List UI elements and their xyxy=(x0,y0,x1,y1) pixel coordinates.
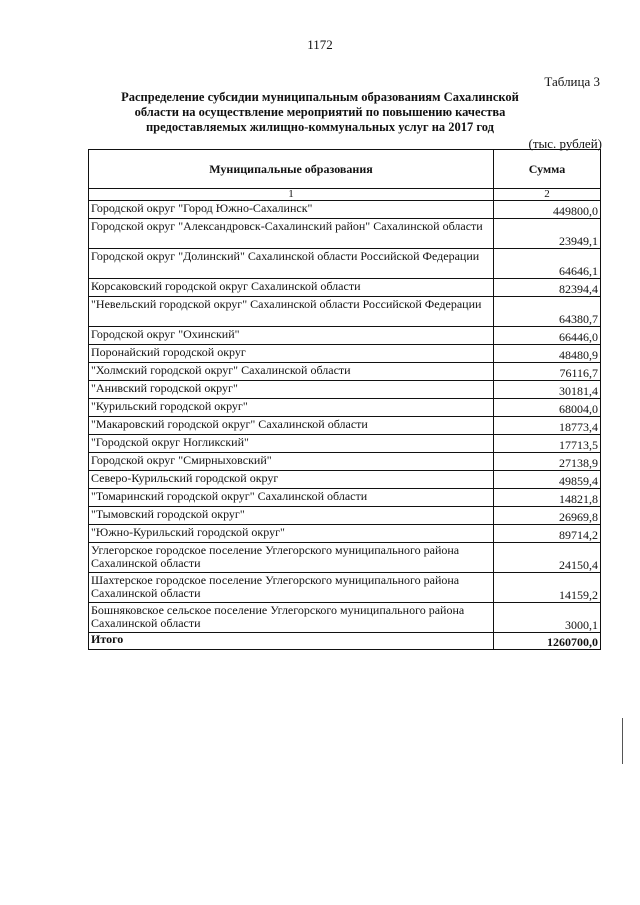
table-header-row xyxy=(89,150,601,189)
row-name: Городской округ "Смирныховский" xyxy=(89,453,494,471)
table-row xyxy=(89,219,601,249)
table-row xyxy=(89,489,601,507)
row-sum: 68004,0 xyxy=(494,399,601,417)
row-sum: 24150,4 xyxy=(494,543,601,573)
row-sum: 30181,4 xyxy=(494,381,601,399)
row-name: Шахтерское городское поселение Углегорского муниципального района Сахалинской области xyxy=(89,573,494,603)
table-row xyxy=(89,381,601,399)
row-name: Углегорское городское поселение Углегорского муниципального района Сахалинской области xyxy=(89,543,494,573)
row-name: "Холмский городской округ" Сахалинской области xyxy=(89,363,494,381)
column-number-name: 1 xyxy=(89,189,494,201)
row-sum: 64380,7 xyxy=(494,297,601,327)
row-sum: 14159,2 xyxy=(494,573,601,603)
table-row xyxy=(89,603,601,633)
table-row xyxy=(89,363,601,381)
row-name: "Макаровский городской округ" Сахалинской области xyxy=(89,417,494,435)
column-header-name: Муниципальные образования xyxy=(89,150,494,189)
margin-scan-mark xyxy=(622,718,623,764)
total-row xyxy=(89,633,601,650)
row-sum: 82394,4 xyxy=(494,279,601,297)
unit-label: (тыс. рублей) xyxy=(528,136,602,151)
table-row xyxy=(89,327,601,345)
table-row xyxy=(89,507,601,525)
row-name: "Курильский городской округ" xyxy=(89,399,494,417)
row-name: Городской округ "Город Южно-Сахалинск" xyxy=(89,201,494,219)
row-name: "Анивский городской округ" xyxy=(89,381,494,399)
table-row xyxy=(89,417,601,435)
row-sum: 26969,8 xyxy=(494,507,601,525)
row-name: "Городской округ Ногликский" xyxy=(89,435,494,453)
row-name: Городской округ "Долинский" Сахалинской области Российской Федерации xyxy=(89,249,494,279)
row-name: Северо-Курильский городской округ xyxy=(89,471,494,489)
subsidy-table xyxy=(88,149,601,650)
row-sum: 27138,9 xyxy=(494,453,601,471)
row-sum: 449800,0 xyxy=(494,201,601,219)
table-row xyxy=(89,525,601,543)
row-sum: 3000,1 xyxy=(494,603,601,633)
table-row xyxy=(89,345,601,363)
table-label: Таблица 3 xyxy=(544,74,600,89)
row-name: Городской округ "Охинский" xyxy=(89,327,494,345)
table-row xyxy=(89,279,601,297)
table-row xyxy=(89,399,601,417)
table-row xyxy=(89,453,601,471)
document-title: Распределение субсидии муниципальным образованиям Сахалинской области на осуществление мероприятий по повышению качества предоставляемых жилищно-коммунальных услуг на 2017 год xyxy=(121,90,519,134)
column-number-row xyxy=(89,189,601,201)
row-sum: 49859,4 xyxy=(494,471,601,489)
total-label: Итого xyxy=(89,633,494,650)
row-name: Поронайский городской округ xyxy=(89,345,494,363)
table-row xyxy=(89,573,601,603)
row-sum: 66446,0 xyxy=(494,327,601,345)
row-sum: 76116,7 xyxy=(494,363,601,381)
column-header-sum: Сумма xyxy=(494,150,601,189)
row-name: Корсаковский городской округ Сахалинской области xyxy=(89,279,494,297)
row-sum: 18773,4 xyxy=(494,417,601,435)
table-row xyxy=(89,543,601,573)
table-row xyxy=(89,249,601,279)
row-sum: 64646,1 xyxy=(494,249,601,279)
row-name: Городской округ "Александровск-Сахалинский район" Сахалинской области xyxy=(89,219,494,249)
table-row xyxy=(89,471,601,489)
row-name: "Томаринский городской округ" Сахалинской области xyxy=(89,489,494,507)
row-name: "Невельский городской округ" Сахалинской области Российской Федерации xyxy=(89,297,494,327)
page-number: 1172 xyxy=(307,37,333,52)
row-sum: 14821,8 xyxy=(494,489,601,507)
row-sum: 23949,1 xyxy=(494,219,601,249)
row-name: "Тымовский городской округ" xyxy=(89,507,494,525)
table-row xyxy=(89,201,601,219)
row-name: "Южно-Курильский городской округ" xyxy=(89,525,494,543)
row-sum: 17713,5 xyxy=(494,435,601,453)
total-sum: 1260700,0 xyxy=(494,633,601,650)
row-sum: 48480,9 xyxy=(494,345,601,363)
table-row xyxy=(89,435,601,453)
row-sum: 89714,2 xyxy=(494,525,601,543)
table-row xyxy=(89,297,601,327)
row-name: Бошняковское сельское поселение Углегорского муниципального района Сахалинской области xyxy=(89,603,494,633)
column-number-sum: 2 xyxy=(494,189,601,201)
